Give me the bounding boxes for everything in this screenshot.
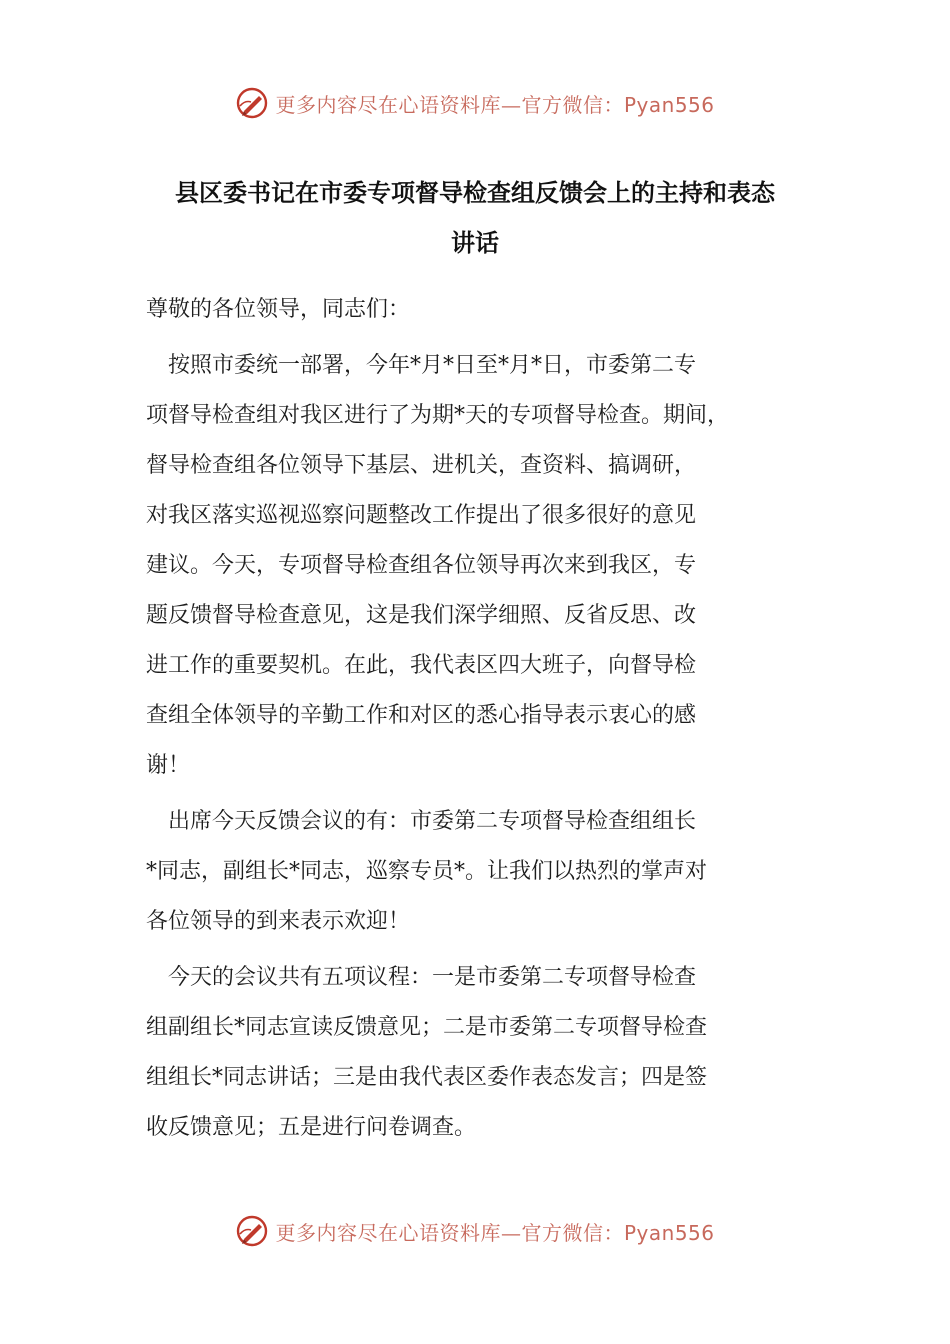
title-line: 讲话 xyxy=(451,229,499,257)
text-line: 建议。今天，专项督导检查组各位领导再次来到我区，专 xyxy=(146,553,697,578)
paragraph-1 xyxy=(146,341,810,791)
watermark-wechat-id: Pyan556 xyxy=(623,92,715,117)
text-line: 题反馈督导检查意见，这是我们深学细照、反省反思、改 xyxy=(146,603,697,628)
document-body xyxy=(146,285,810,1159)
text-line: 组副组长*同志宣读反馈意见；二是市委第二专项督导检查 xyxy=(146,1015,708,1040)
title-line: 县区委书记在市委专项督导检查组反馈会上的主持和表态 xyxy=(175,179,775,207)
watermark-text: 更多内容尽在心语资料库—官方微信： xyxy=(275,92,624,117)
text-line: 收反馈意见；五是进行问卷调查。 xyxy=(146,1115,477,1140)
pen-logo-icon xyxy=(235,86,269,120)
text-line: 督导检查组各位领导下基层、进机关，查资料、搞调研， xyxy=(146,453,697,478)
text-line: 查组全体领导的辛勤工作和对区的悉心指导表示衷心的感 xyxy=(146,703,697,728)
text-line: 组组长*同志讲话；三是由我代表区委作表态发言；四是签 xyxy=(146,1065,708,1090)
paragraph-2 xyxy=(146,797,810,947)
document-title xyxy=(150,168,800,268)
text-line: 项督导检查组对我区进行了为期*天的专项督导检查。期间， xyxy=(146,403,730,428)
text-line: 出席今天反馈会议的有：市委第二专项督导检查组组长 xyxy=(146,809,697,834)
pen-logo-icon xyxy=(235,1214,269,1248)
paragraph-3 xyxy=(146,953,810,1153)
footer-watermark xyxy=(0,1211,950,1251)
text-line: 今天的会议共有五项议程：一是市委第二专项督导检查 xyxy=(146,965,697,990)
text-line: 按照市委统一部署，今年*月*日至*月*日，市委第二专 xyxy=(146,353,697,378)
text-line: 对我区落实巡视巡察问题整改工作提出了很多很好的意见 xyxy=(146,503,697,528)
text-line: 谢！ xyxy=(146,753,191,778)
text-line: 进工作的重要契机。在此，我代表区四大班子，向督导检 xyxy=(146,653,697,678)
header-watermark xyxy=(0,83,950,123)
text-line: *同志，副组长*同志，巡察专员*。让我们以热烈的掌声对 xyxy=(146,859,708,884)
text-line: 各位领导的到来表示欢迎！ xyxy=(146,909,411,934)
watermark-wechat-id: Pyan556 xyxy=(623,1220,715,1245)
greeting: 尊敬的各位领导，同志们： xyxy=(146,297,411,322)
greeting-paragraph xyxy=(146,285,810,335)
watermark-text: 更多内容尽在心语资料库—官方微信： xyxy=(275,1220,624,1245)
